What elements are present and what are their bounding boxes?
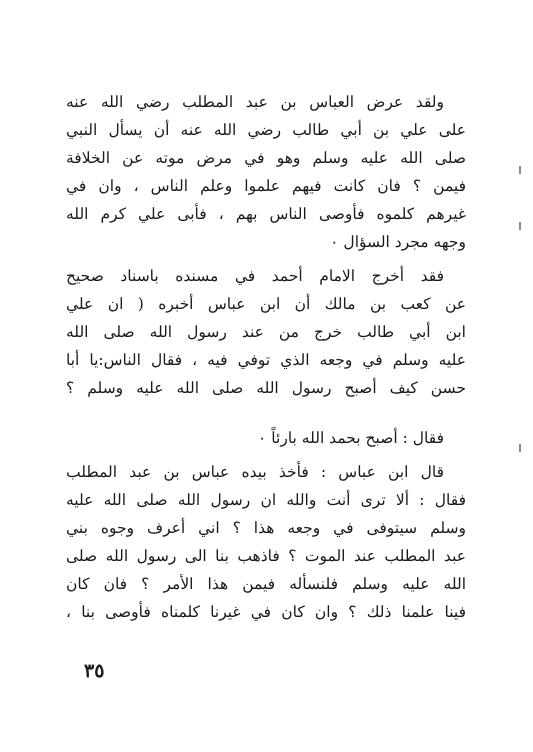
text-line: صلى الله عليه وسلم وهو في مرض موته عن الخلافة xyxy=(66,149,466,167)
paragraph-4 xyxy=(66,458,466,626)
text-line: فيمن ؟ فان كانت فيهم علموا وعلم الناس ، وان في xyxy=(66,177,466,195)
text-line: غيرهم كلموه فأوصى الناس بهم ، فأبى علي كرم الله xyxy=(66,205,466,223)
text-line: حسن كيف أصبح رسول الله صلى الله عليه وسلم ؟ xyxy=(66,379,466,397)
text-line: وسلم سيتوفى في وجعه هذا ؟ اني أعرف وجوه بني xyxy=(66,519,466,537)
text-line: الله عليه وسلم فلنسأله فيمن هذا الأمر ؟ فان كان xyxy=(66,575,466,593)
text-line: فينا علمنا ذلك ؟ وان كان في غيرنا كلمناه فأوصى بنا ، xyxy=(66,603,466,621)
scan-margin-mark xyxy=(519,222,521,230)
text-line: ولقد عرض العباس بن عبد المطلب رضي الله عنه xyxy=(66,93,444,111)
scan-margin-mark xyxy=(519,166,521,174)
text-line: قال ابن عباس : فأخذ بيده عباس بن عبد المطلب xyxy=(66,463,444,481)
scan-margin-mark xyxy=(519,444,521,452)
paragraph-2 xyxy=(66,262,466,402)
page-number: ٣٥ xyxy=(84,660,105,682)
text-line: على علي بن أبي طالب رضي الله عنه أن يسأل النبي xyxy=(66,121,466,139)
text-line: عبد المطلب عند الموت ؟ فاذهب بنا الى رسول الله صلى xyxy=(66,547,466,565)
text-line: عليه وسلم في وجعه الذي توفي فيه ، فقال الناس:يا أبا xyxy=(66,351,466,369)
text-line: ابن أبي طالب خرج من عند رسول الله صلى الله xyxy=(66,323,466,341)
text-line: عن كعب بن مالك أن ابن عباس أخبره ( ان علي xyxy=(66,295,466,313)
paragraph-1 xyxy=(66,88,466,256)
text-line: فقد أخرج الامام أحمد في مسنده باسناد صحيح xyxy=(66,267,444,285)
text-line: فقال : ألا ترى أنت والله ان رسول الله صلى الله عليه xyxy=(66,491,466,509)
paragraph-3 xyxy=(66,424,466,452)
text-line: فقال : أصبح بحمد الله بارئاً ٠ xyxy=(258,429,444,447)
text-line: وجهه مجرد السؤال ٠ xyxy=(330,233,466,251)
